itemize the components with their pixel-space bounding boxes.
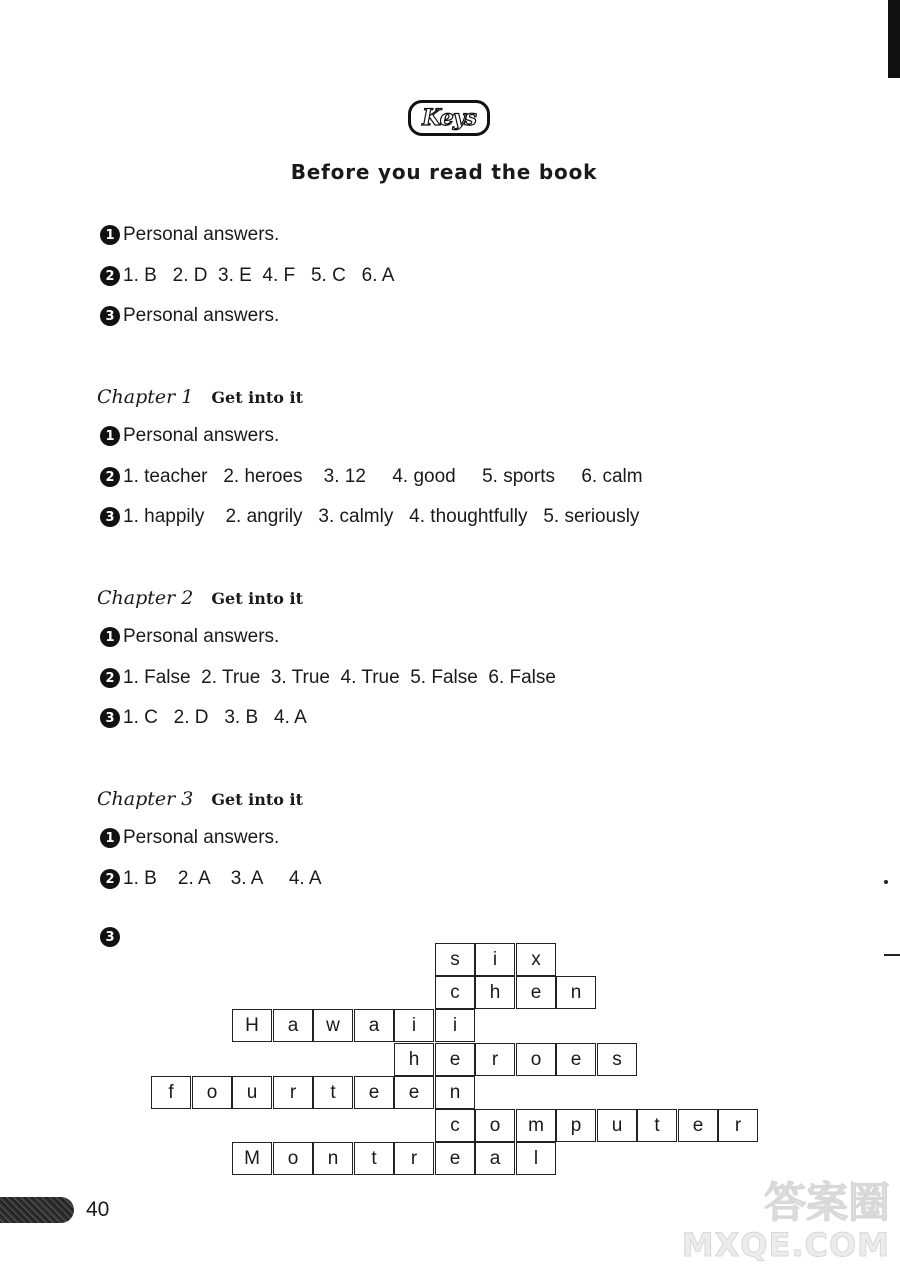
crossword-cell: i bbox=[394, 1009, 434, 1042]
crossword-cell: a bbox=[354, 1009, 394, 1042]
crossword-cell: t bbox=[354, 1142, 394, 1175]
crossword-cell: r bbox=[718, 1109, 758, 1142]
number-badge-icon: 1 bbox=[100, 426, 120, 446]
answer-text: 1. B 2. A 3. A 4. A bbox=[123, 868, 322, 889]
answer-line bbox=[100, 664, 556, 692]
crossword-cell: f bbox=[151, 1076, 191, 1109]
watermark-logo: 答案圈 bbox=[763, 1178, 890, 1227]
page-title: Before you read the book bbox=[290, 160, 598, 184]
crossword-cell: h bbox=[394, 1043, 434, 1076]
crossword-cell: o bbox=[516, 1043, 556, 1076]
page-tab-decoration bbox=[0, 1197, 74, 1223]
crossword-cell: h bbox=[475, 976, 515, 1009]
crossword-cell: e bbox=[394, 1076, 434, 1109]
crossword-cell: p bbox=[556, 1109, 596, 1142]
scan-dot bbox=[884, 880, 888, 884]
number-badge-icon: 1 bbox=[100, 225, 120, 245]
crossword-cell: e bbox=[435, 1142, 475, 1175]
chapter-heading bbox=[97, 583, 303, 613]
chapter-label: Chapter 2 bbox=[97, 587, 194, 609]
crossword-cell: M bbox=[232, 1142, 272, 1175]
crossword-cell: i bbox=[435, 1009, 475, 1042]
answer-text: Personal answers. bbox=[123, 224, 280, 245]
crossword-cell: o bbox=[273, 1142, 313, 1175]
answer-line bbox=[100, 503, 639, 531]
number-badge-icon: 3 bbox=[100, 306, 120, 326]
answer-line bbox=[100, 865, 322, 893]
number-badge-icon: 2 bbox=[100, 467, 120, 487]
watermark-url: MXQE.COM bbox=[681, 1226, 890, 1264]
crossword-cell: a bbox=[273, 1009, 313, 1042]
crossword-cell: e bbox=[556, 1043, 596, 1076]
crossword-cell: r bbox=[475, 1043, 515, 1076]
number-badge-icon: 2 bbox=[100, 266, 120, 286]
crossword-cell: n bbox=[313, 1142, 353, 1175]
number-badge-icon: 3 bbox=[100, 507, 120, 527]
crossword-cell: m bbox=[516, 1109, 556, 1142]
chapter-tag: Get into it bbox=[211, 789, 303, 809]
crossword-cell: n bbox=[435, 1076, 475, 1109]
number-badge-icon: 3 bbox=[100, 927, 120, 947]
number-badge-icon: 2 bbox=[100, 668, 120, 688]
page-edge-mark bbox=[888, 0, 900, 78]
crossword-cell: i bbox=[475, 943, 515, 976]
answer-line bbox=[100, 463, 643, 491]
answer-line bbox=[100, 623, 279, 651]
crossword-cell: w bbox=[313, 1009, 353, 1042]
answer-text: 1. teacher 2. heroes 3. 12 4. good 5. sports 6. calm bbox=[123, 466, 643, 487]
answer-text: 1. False 2. True 3. True 4. True 5. False 6. False bbox=[123, 667, 556, 688]
crossword-cell: a bbox=[475, 1142, 515, 1175]
crossword-cell: e bbox=[678, 1109, 718, 1142]
crossword-cell: s bbox=[597, 1043, 637, 1076]
number-badge-icon: 1 bbox=[100, 627, 120, 647]
answer-line bbox=[100, 923, 123, 951]
crossword-cell: H bbox=[232, 1009, 272, 1042]
chapter-label: Chapter 3 bbox=[97, 788, 194, 810]
crossword-cell: x bbox=[516, 943, 556, 976]
chapter-heading bbox=[97, 382, 303, 412]
answer-text: Personal answers. bbox=[123, 626, 280, 647]
answer-line bbox=[100, 262, 394, 290]
crossword-cell: l bbox=[516, 1142, 556, 1175]
keys-logo: Keys bbox=[408, 100, 490, 136]
answer-text: Personal answers. bbox=[123, 305, 280, 326]
crossword-cell: t bbox=[637, 1109, 677, 1142]
crossword-cell: u bbox=[232, 1076, 272, 1109]
answer-line bbox=[100, 302, 279, 330]
answer-line bbox=[100, 422, 279, 450]
number-badge-icon: 2 bbox=[100, 869, 120, 889]
answer-line bbox=[100, 221, 279, 249]
answer-text: 1. happily 2. angrily 3. calmly 4. thoughtfully 5. seriously bbox=[123, 506, 640, 527]
crossword-cell: r bbox=[273, 1076, 313, 1109]
crossword-cell: c bbox=[435, 1109, 475, 1142]
answer-text: 1. B 2. D 3. E 4. F 5. C 6. A bbox=[123, 265, 395, 286]
crossword-cell: o bbox=[475, 1109, 515, 1142]
answer-line bbox=[100, 824, 279, 852]
crossword-cell: s bbox=[435, 943, 475, 976]
crossword-cell: c bbox=[435, 976, 475, 1009]
crossword-cell: u bbox=[597, 1109, 637, 1142]
crossword-cell: e bbox=[435, 1043, 475, 1076]
crossword-cell: e bbox=[354, 1076, 394, 1109]
chapter-label: Chapter 1 bbox=[97, 386, 194, 408]
crossword-cell: t bbox=[313, 1076, 353, 1109]
number-badge-icon: 1 bbox=[100, 828, 120, 848]
page-number: 40 bbox=[86, 1198, 110, 1221]
answer-line bbox=[100, 704, 307, 732]
crossword-cell: r bbox=[394, 1142, 434, 1175]
chapter-heading bbox=[97, 784, 303, 814]
answer-text: Personal answers. bbox=[123, 425, 280, 446]
crossword-cell: n bbox=[556, 976, 596, 1009]
crossword-cell: o bbox=[192, 1076, 232, 1109]
answer-text: Personal answers. bbox=[123, 827, 280, 848]
crossword-cell: e bbox=[516, 976, 556, 1009]
number-badge-icon: 3 bbox=[100, 708, 120, 728]
page-edge-tick bbox=[884, 954, 900, 956]
answer-text: 1. C 2. D 3. B 4. A bbox=[123, 707, 307, 728]
chapter-tag: Get into it bbox=[211, 588, 303, 608]
chapter-tag: Get into it bbox=[211, 387, 303, 407]
